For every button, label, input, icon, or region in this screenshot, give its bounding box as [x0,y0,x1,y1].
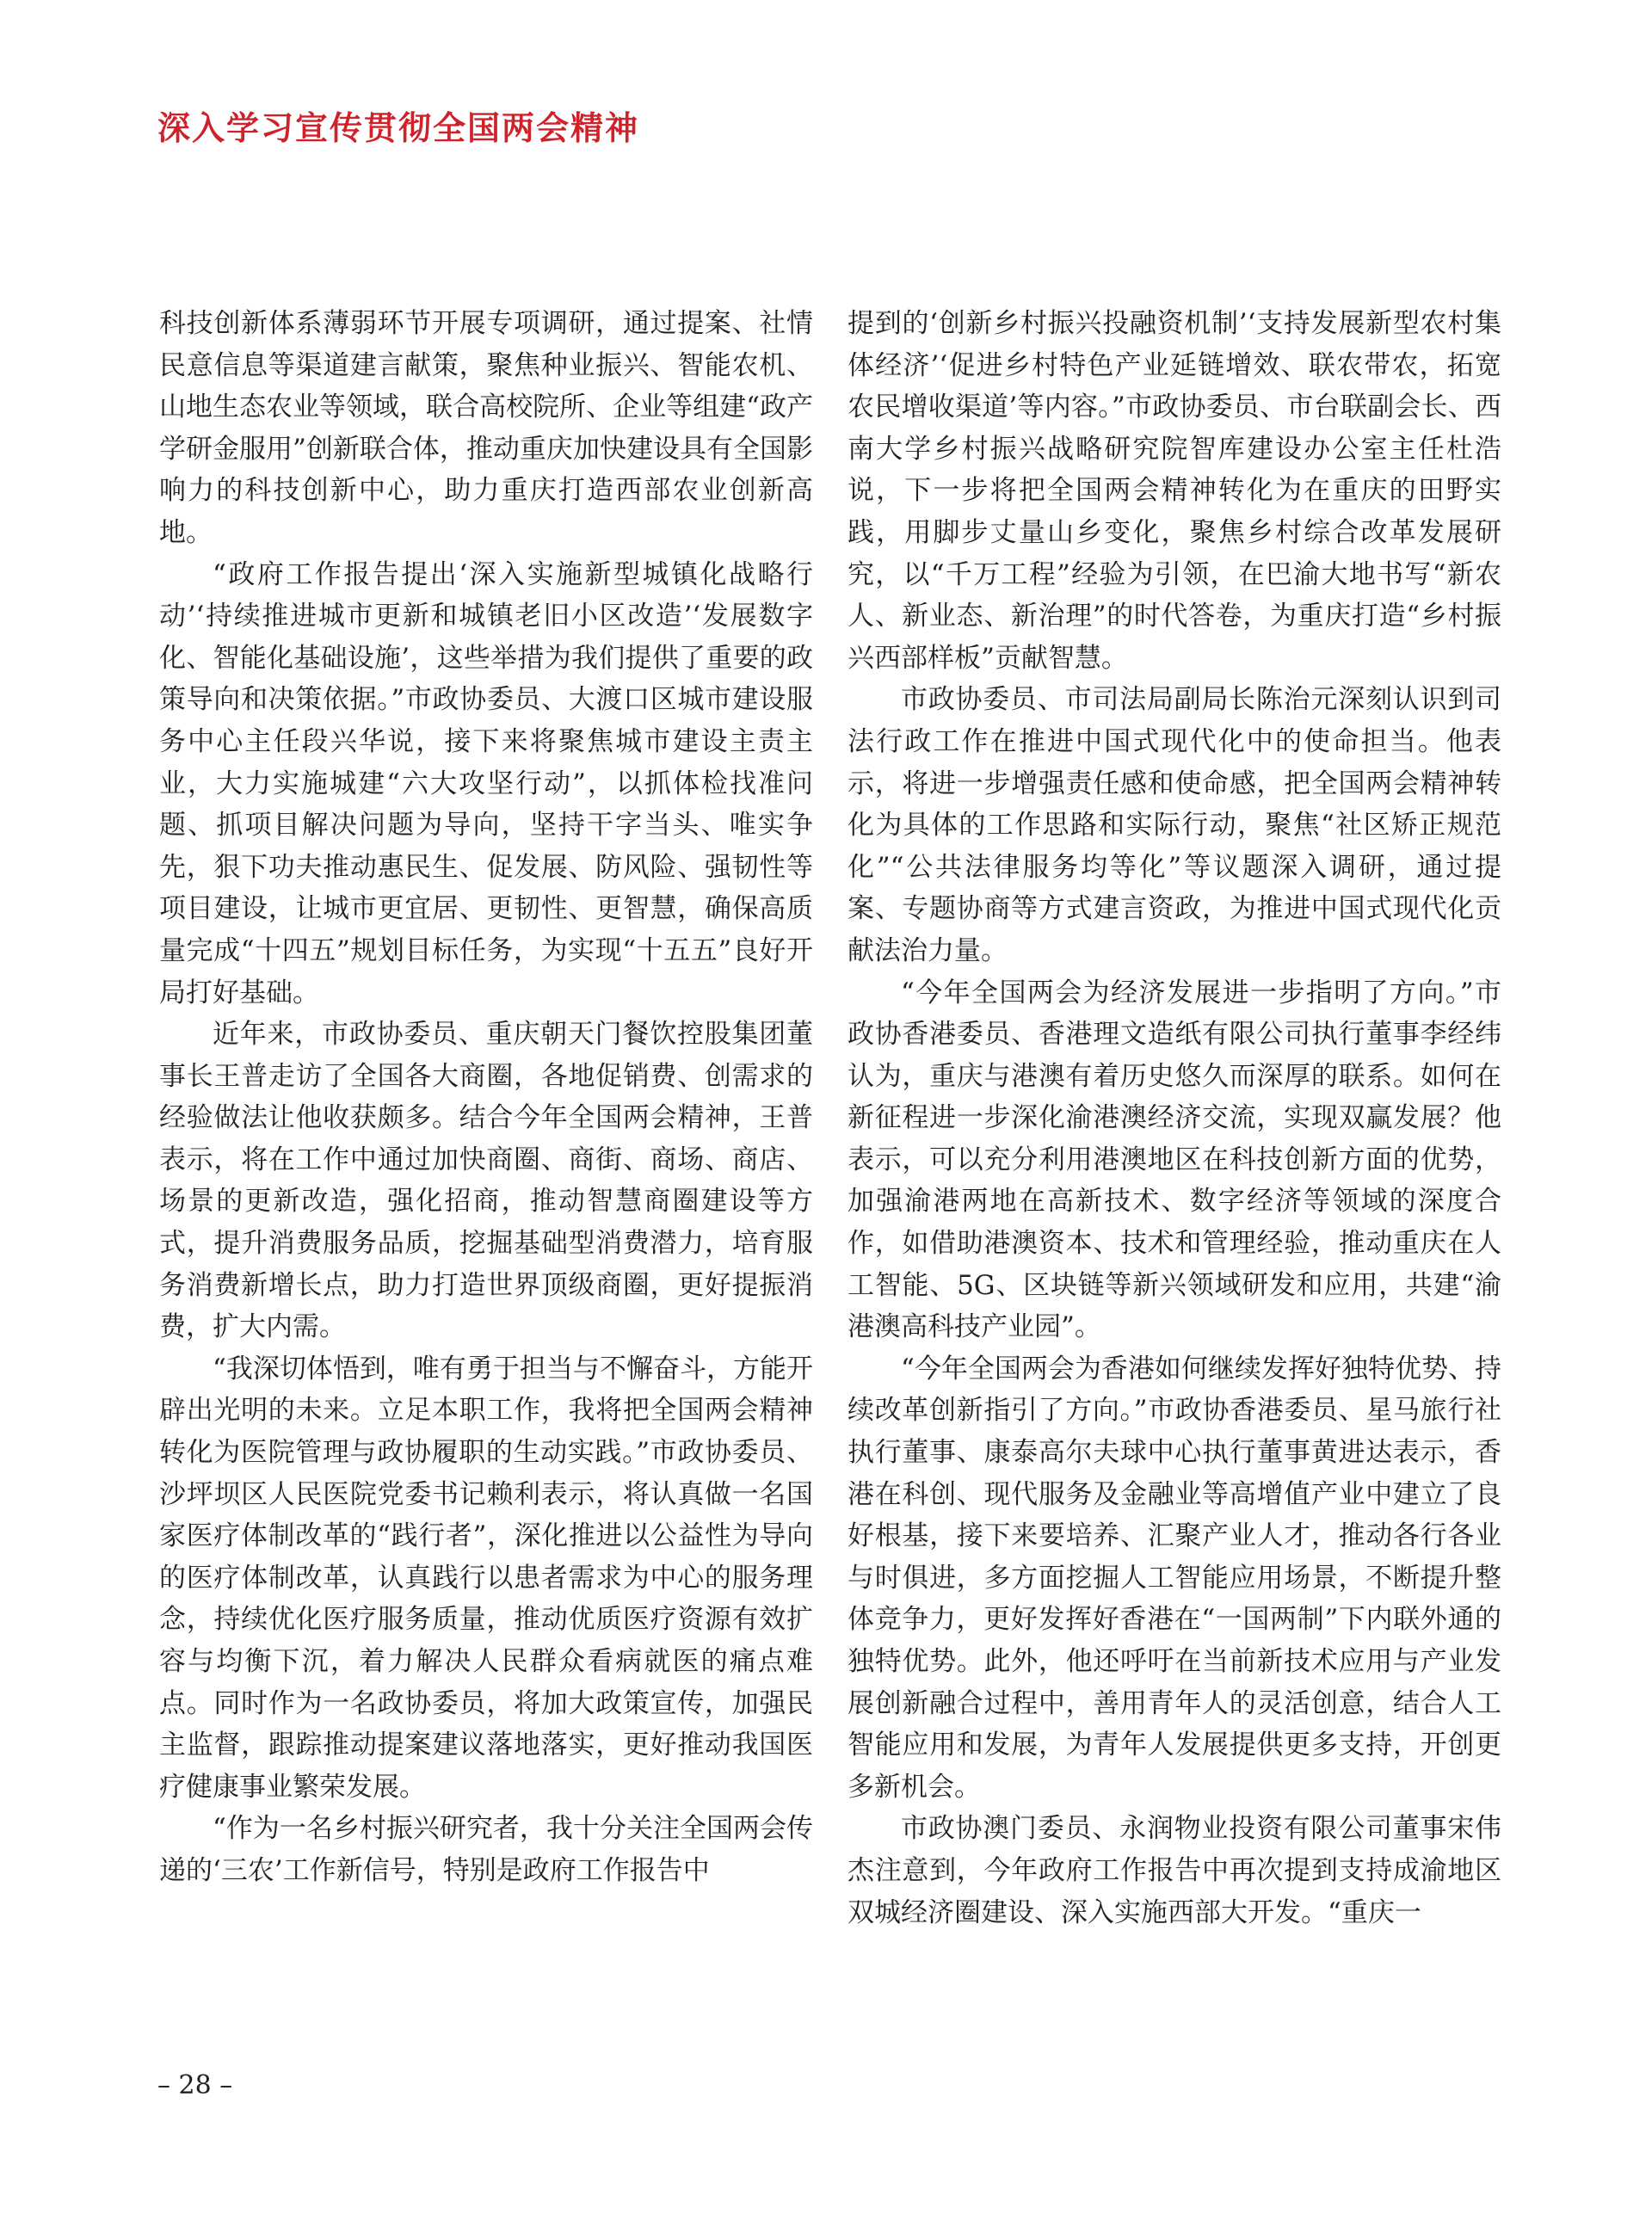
paragraph: 市政协澳门委员、永润物业投资有限公司董事宋伟杰注意到，今年政府工作报告中再次提到支持成渝地区双城经济圈建设、深入实施西部大开发。“重庆一 [848,1813,1501,1928]
left-column [159,303,813,1892]
paragraph: 近年来，市政协委员、重庆朝天门餐饮控股集团董事长王普走访了全国各大商圈，各地促销费、创需求的经验做法让他收获颇多。结合今年全国两会精神，王普表示，将在工作中通过加快商圈、商街、商场、商店、场景的更新改造，强化招商，推动智慧商圈建设等方式，提升消费服务品质，挖掘基础型消费潜力，培育服务消费新增长点，助力打造世界顶级商圈，更好提振消费，扩大内需。 [159,1019,813,1343]
right-column [848,303,1501,1933]
paragraph: “今年全国两会为香港如何继续发挥好独特优势、持续改革创新指引了方向。”市政协香港委员、星马旅行社执行董事、康泰高尔夫球中心执行董事黄进达表示，香港在科创、现代服务及金融业等高增值产业中建立了良好根基，接下来要培养、汇聚产业人才，推动各行各业与时俱进，多方面挖掘人工智能应用场景，不断提升整体竞争力，更好发挥好香港在“一国两制”下内联外通的独特优势。此外，他还呼吁在当前新技术应用与产业发展创新融合过程中，善用青年人的灵活创意，结合人工智能应用和发展，为青年人发展提供更多支持，开创更多新机会。 [848,1353,1501,1803]
paragraph: “今年全国两会为经济发展进一步指明了方向。”市政协香港委员、香港理文造纸有限公司执行董事李经纬认为，重庆与港澳有着历史悠久而深厚的联系。如何在新征程进一步深化渝港澳经济交流，实现双赢发展？他表示，可以充分利用港澳地区在科技创新方面的优势，加强渝港两地在高新技术、数字经济等领域的深度合作，如借助港澳资本、技术和管理经验，推动重庆在人工智能、5G、区块链等新兴领域研发和应用，共建“渝港澳高科技产业园”。 [848,977,1501,1343]
paragraph: 科技创新体系薄弱环节开展专项调研，通过提案、社情民意信息等渠道建言献策，聚焦种业振兴、智能农机、山地生态农业等领域，联合高校院所、企业等组建“政产学研金服用”创新联合体，推动重庆加快建设具有全国影响力的科技创新中心，助力重庆打造西部农业创新高地。 [159,308,813,548]
paragraph: 市政协委员、市司法局副局长陈治元深刻认识到司法行政工作在推进中国式现代化中的使命担当。他表示，将进一步增强责任感和使命感，把全国两会精神转化为具体的工作思路和实际行动，聚焦“社区矫正规范化”“公共法律服务均等化”等议题深入调研，通过提案、专题协商等方式建言资政，为推进中国式现代化贡献法治力量。 [848,684,1501,966]
paragraph: “作为一名乡村振兴研究者，我十分关注全国两会传递的‘三农’工作新信号，特别是政府工作报告中 [159,1813,813,1886]
paragraph: “我深切体悟到，唯有勇于担当与不懈奋斗，方能开辟出光明的未来。立足本职工作，我将把全国两会精神转化为医院管理与政协履职的生动实践。”市政协委员、沙坪坝区人民医院党委书记赖利表示，将认真做一名国家医疗体制改革的“践行者”，深化推进以公益性为导向的医疗体制改革，认真践行以患者需求为中心的服务理念，持续优化医疗服务质量，推动优质医疗资源有效扩容与均衡下沉，着力解决人民群众看病就医的痛点难点。同时作为一名政协委员，将加大政策宣传，加强民主监督，跟踪推动提案建议落地落实，更好推动我国医疗健康事业繁荣发展。 [159,1353,813,1803]
section-title: 深入学习宣传贯彻全国两会精神 [157,109,640,147]
page-number: – 28 – [157,2070,233,2100]
paragraph: 提到的‘创新乡村振兴投融资机制’‘支持发展新型农村集体经济’‘促进乡村特色产业延链增效、联农带农，拓宽农民增收渠道’等内容。”市政协委员、市台联副会长、西南大学乡村振兴战略研究院智库建设办公室主任杜浩说，下一步将把全国两会精神转化为在重庆的田野实践，用脚步丈量山乡变化，聚焦乡村综合改革发展研究，以“千万工程”经验为引领，在巴渝大地书写“新农人、新业态、新治理”的时代答卷，为重庆打造“乡村振兴西部样板”贡献智慧。 [848,308,1501,674]
paragraph: “政府工作报告提出‘深入实施新型城镇化战略行动’‘持续推进城市更新和城镇老旧小区改造’‘发展数字化、智能化基础设施’，这些举措为我们提供了重要的政策导向和决策依据。”市政协委员、大渡口区城市建设服务中心主任段兴华说，接下来将聚焦城市建设主责主业，大力实施城建“六大攻坚行动”，以抓体检找准问题、抓项目解决问题为导向，坚持干字当头、唯实争先，狠下功夫推动惠民生、促发展、防风险、强韧性等项目建设，让城市更宜居、更韧性、更智慧，确保高质量完成“十四五”规划目标任务，为实现“十五五”良好开局打好基础。 [159,558,813,1008]
